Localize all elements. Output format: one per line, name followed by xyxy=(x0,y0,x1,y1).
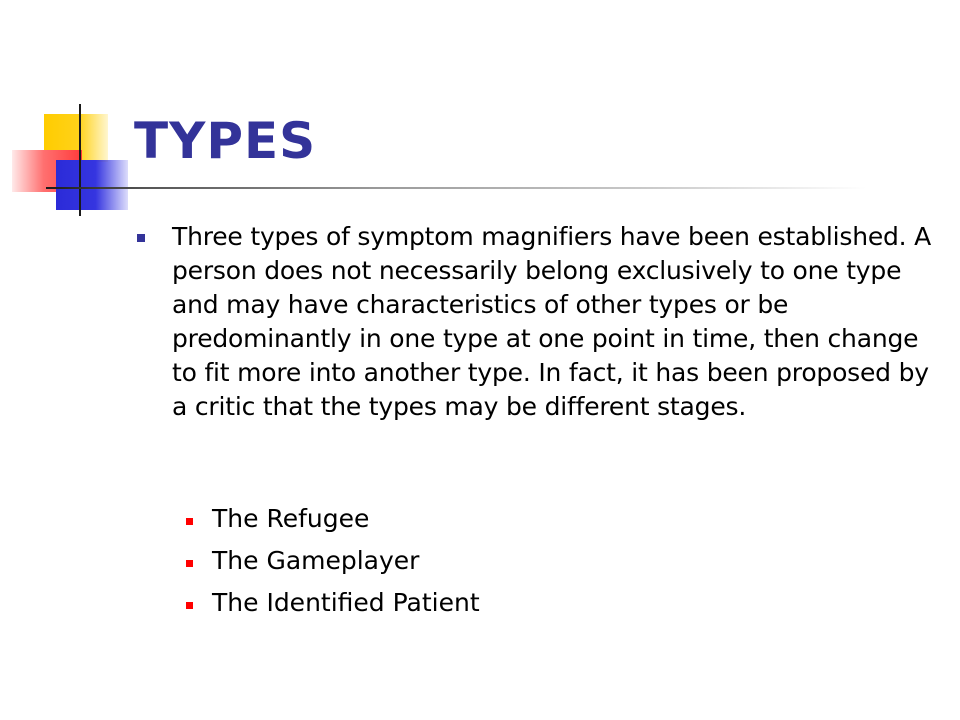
sub-bullet-item-refugee xyxy=(182,502,480,544)
slide-title: TYPES xyxy=(134,112,317,170)
red-square-bullet-icon xyxy=(186,518,193,525)
decoration-vertical-line xyxy=(79,104,81,216)
red-square-bullet-icon xyxy=(186,602,193,609)
sub-bullet-item-gameplayer xyxy=(182,544,480,586)
decoration-blue-square xyxy=(56,160,128,210)
main-bullet-list xyxy=(132,220,942,424)
title-underline xyxy=(46,187,866,189)
sub-bullet-text: The Identified Patient xyxy=(212,588,480,617)
sub-bullet-list xyxy=(182,502,480,628)
sub-bullet-text: The Refugee xyxy=(212,504,370,533)
main-bullet-text: Three types of symptom magnifiers have been established. A person does not necessarily belong exclusively to one type and may have characteristics of other types or be predominantly in one type at one point in time, then change to fit more into another type. In fact, it has been proposed by a critic that the types may be different stages. xyxy=(172,222,932,421)
square-bullet-icon xyxy=(137,234,145,242)
red-square-bullet-icon xyxy=(186,560,193,567)
sub-bullet-text: The Gameplayer xyxy=(212,546,420,575)
sub-bullet-item-identified-patient xyxy=(182,586,480,628)
main-bullet-item xyxy=(132,220,942,424)
